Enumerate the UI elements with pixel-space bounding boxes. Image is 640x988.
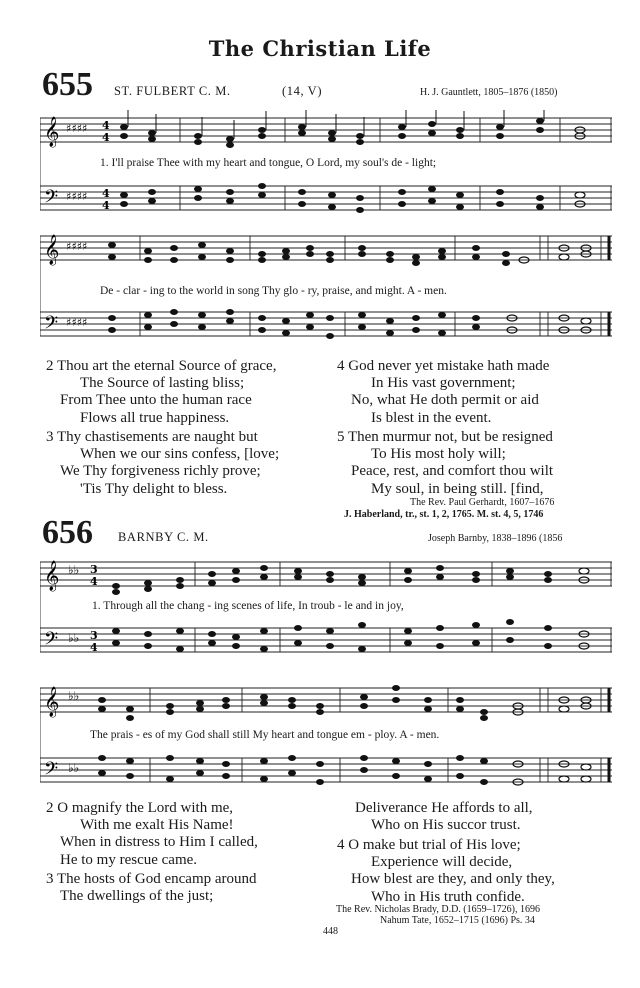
translator-credit-655: J. Haberland, tr., st. 1, 2, 1765. M. st. 4, 5, 1746 bbox=[344, 509, 544, 520]
svg-text:♭♭: ♭♭ bbox=[68, 761, 80, 775]
svg-text:4: 4 bbox=[90, 641, 98, 654]
stanza-line: He to my rescue came. bbox=[60, 851, 198, 868]
stanza-line: We Thy forgiveness richly prove; bbox=[60, 463, 261, 480]
translator-credit-656: Nahum Tate, 1652–1715 (1696) Ps. 34 bbox=[380, 915, 535, 926]
svg-text:𝄢: 𝄢 bbox=[44, 187, 59, 212]
stanza-line: The Source of lasting bliss; bbox=[80, 375, 245, 392]
lyric-line-656-2: The prais - es of my God shall still My heart and tongue em - ploy. A - men. bbox=[90, 729, 440, 741]
stanza-line: To His most holy will; bbox=[371, 446, 506, 463]
svg-text:♯♯♯♯: ♯♯♯♯ bbox=[66, 316, 88, 329]
svg-text:3: 3 bbox=[90, 563, 98, 576]
svg-text:𝄞: 𝄞 bbox=[44, 117, 60, 147]
svg-text:𝄢: 𝄢 bbox=[44, 629, 59, 654]
stanza-line: 2 O magnify the Lord with me, bbox=[46, 800, 234, 816]
stanza-line: Experience will decide, bbox=[371, 854, 513, 871]
stanza-655-2 bbox=[46, 358, 276, 427]
svg-text:4: 4 bbox=[102, 131, 110, 144]
composer-655: H. J. Gauntlett, 1805–1876 (1850) bbox=[420, 87, 558, 98]
lyric-line-656-1: 1. Through all the chang - ing scenes of life, In troub - le and in joy, bbox=[92, 600, 404, 612]
svg-text:𝄞: 𝄞 bbox=[44, 235, 60, 265]
svg-text:♭♭: ♭♭ bbox=[68, 563, 80, 577]
hymn-number-656: 656 bbox=[42, 514, 93, 551]
svg-text:4: 4 bbox=[90, 575, 98, 588]
svg-text:𝄞: 𝄞 bbox=[44, 561, 60, 591]
meter-ref-655: (14, V) bbox=[282, 84, 323, 98]
lyric-line-655-2: De - clar - ing to the world in song Thy glo - ry, praise, and might. A - men. bbox=[100, 285, 447, 297]
stanza-line: 5 Then murmur not, but be resigned bbox=[337, 429, 553, 445]
stanza-line: When in distress to Him I called, bbox=[60, 834, 258, 851]
stanza-line: In His vast government; bbox=[371, 375, 516, 392]
svg-text:𝄢: 𝄢 bbox=[44, 759, 59, 784]
stanza-line: The dwellings of the just; bbox=[60, 888, 214, 905]
stanza-line: Who on His succor trust. bbox=[371, 817, 521, 834]
stanza-line: No, what He doth permit or aid bbox=[351, 392, 539, 409]
stanza-line: 3 Thy chastisements are naught but bbox=[46, 429, 258, 445]
stanza-656-3-cont bbox=[355, 800, 533, 834]
svg-text:♯♯♯♯: ♯♯♯♯ bbox=[66, 240, 88, 253]
stanza-line: Peace, rest, and comfort thou wilt bbox=[351, 463, 554, 480]
svg-text:4: 4 bbox=[102, 119, 110, 132]
stanza-line: 3 The hosts of God encamp around bbox=[46, 871, 257, 887]
stanza-line: Is blest in the event. bbox=[371, 409, 492, 426]
svg-text:𝄢: 𝄢 bbox=[44, 313, 59, 338]
stanza-655-3 bbox=[46, 429, 279, 498]
stanza-line: 'Tis Thy delight to bless. bbox=[80, 480, 228, 497]
author-credit-655: The Rev. Paul Gerhardt, 1607–1676 bbox=[410, 497, 555, 508]
stanza-line: How blest are they, and only they, bbox=[351, 871, 555, 888]
stanza-line: My soul, in being still. [find, bbox=[371, 480, 544, 497]
composer-656: Joseph Barnby, 1838–1896 (1856 bbox=[428, 533, 563, 544]
stanza-655-4 bbox=[337, 358, 549, 427]
svg-text:♯♯♯♯: ♯♯♯♯ bbox=[66, 190, 88, 203]
stanza-line: 4 God never yet mistake hath made bbox=[337, 358, 550, 374]
stanza-line: When we our sins confess, [love; bbox=[80, 446, 280, 463]
stanza-line: From Thee unto the human race bbox=[60, 392, 252, 409]
stanza-656-4 bbox=[337, 837, 555, 906]
svg-text:𝄞: 𝄞 bbox=[44, 687, 60, 717]
svg-text:4: 4 bbox=[102, 187, 110, 200]
svg-text:♯♯♯♯: ♯♯♯♯ bbox=[66, 122, 88, 135]
svg-text:♭♭: ♭♭ bbox=[68, 689, 80, 703]
stanza-line: 4 O make but trial of His love; bbox=[337, 837, 521, 853]
tune-name-655: ST. FULBERT C. M. bbox=[114, 84, 231, 98]
tune-name-656: BARNBY C. M. bbox=[118, 530, 209, 544]
page-number: 448 bbox=[323, 926, 338, 937]
stanza-line: 2 Thou art the eternal Source of grace, bbox=[46, 358, 277, 374]
stanza-656-2 bbox=[46, 800, 258, 869]
author-credit-656: The Rev. Nicholas Brady, D.D. (1659–1726), 1696 bbox=[336, 904, 540, 915]
svg-text:♭♭: ♭♭ bbox=[68, 631, 80, 645]
stanza-line: With me exalt His Name! bbox=[80, 817, 234, 834]
hymn-number-655: 655 bbox=[42, 66, 93, 103]
stanza-line: Who in His truth confide. bbox=[371, 888, 525, 905]
stanza-656-3 bbox=[46, 871, 257, 905]
stanza-line: Deliverance He affords to all, bbox=[355, 800, 533, 816]
stanza-line: Flows all true happiness. bbox=[80, 409, 230, 426]
lyric-line-655-1: 1. I'll praise Thee with my heart and tongue, O Lord, my soul's de - light; bbox=[100, 157, 437, 169]
svg-text:3: 3 bbox=[90, 629, 98, 642]
stanza-655-5 bbox=[337, 429, 553, 498]
section-title: The Christian Life bbox=[208, 36, 432, 61]
svg-text:4: 4 bbox=[102, 199, 110, 212]
